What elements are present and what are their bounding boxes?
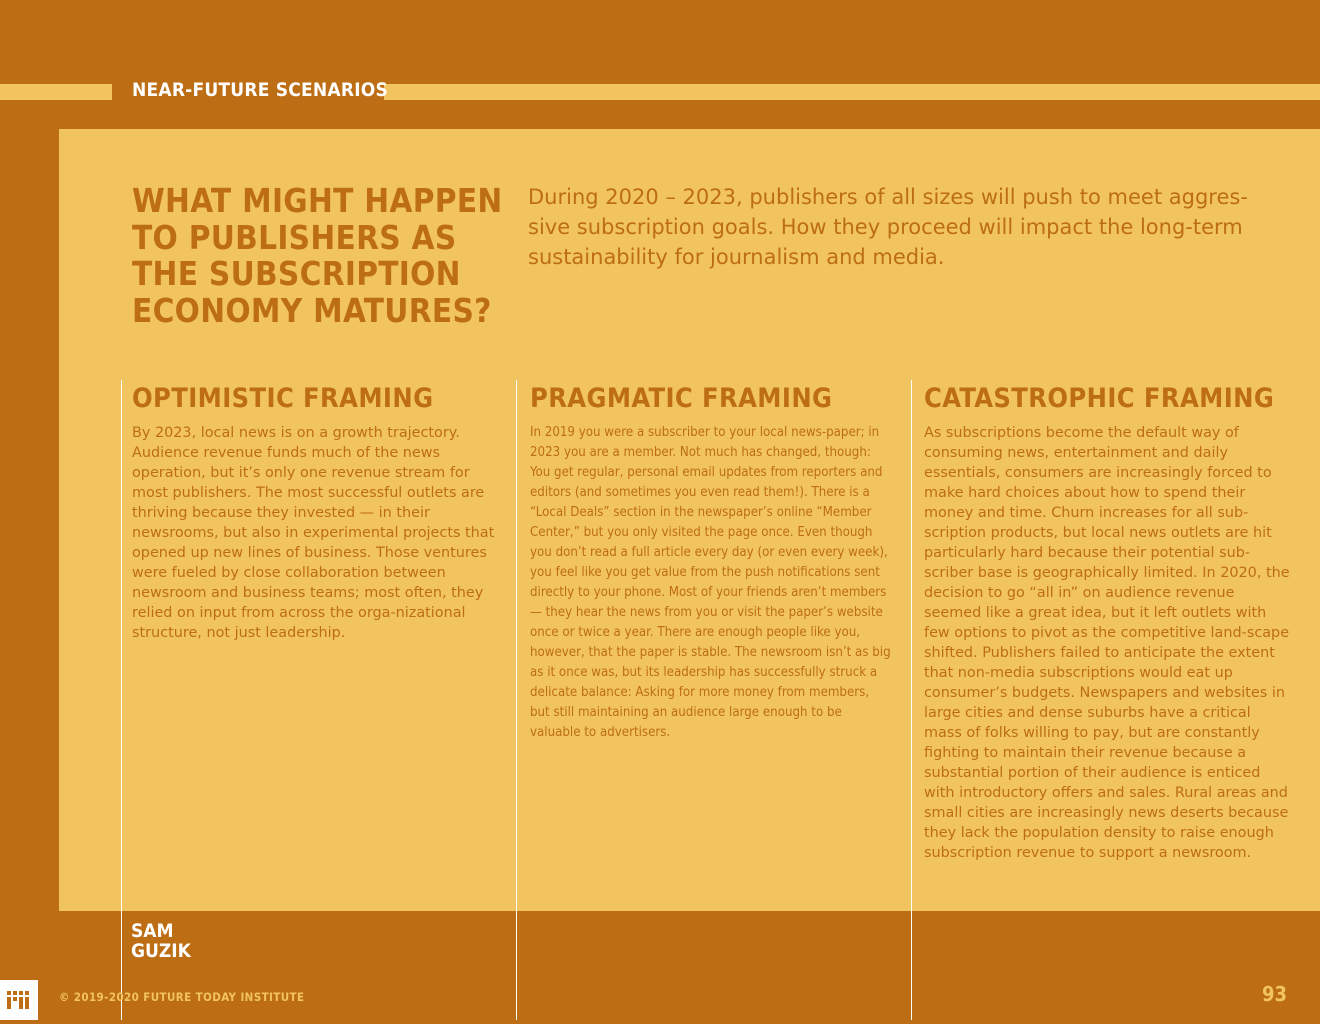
optimistic-framing-body: By 2023, local news is on a growth trajectory. Audience revenue funds much of the news operation, but it’s only one revenue stream for most publishers. The most successful outlets are thriving because they invested — in their newsrooms, but also in experimental projects that opened up new lines of business. Those ventures were fueled by close collaboration between newsroom and business teams; most often, they relied on input from across the orga-nizational structure, not just leadership. <box>132 425 495 641</box>
page-number: 93 <box>1261 982 1287 1006</box>
pragmatic-framing-heading: PRAGMATIC FRAMING <box>530 383 833 414</box>
catastrophic-framing-body: As subscriptions become the default way of consuming news, entertainment and daily essentials, consumers are increasingly forced to make hard choices about how to spend their money and time. Churn increases for all sub-scription products, but local news outlets are hit particularly hard because their potential sub-scriber base is geographically limited. In 2020, the decision to go “all in” on audience revenue seemed like a great idea, but it left outlets with few options to pivot as the competitive land-scape shifted. Publishers failed to anticipate the extent that non-media subscriptions would eat up consumer’s budgets. Newspapers and websites in large cities and dense suburbs have a critical mass of folks willing to pay, but are constantly fighting to maintain their revenue because a substantial portion of their audience is enticed with introductory offers and sales. Rural areas and small cities are increasingly news deserts because they lack the population density to raise enough subscription revenue to support a newsroom. <box>924 425 1290 861</box>
page-title: WHAT MIGHT HAPPEN TO PUBLISHERS AS THE SUBSCRIPTION ECONOMY MATURES? <box>132 181 503 330</box>
column-divider <box>911 380 912 1020</box>
header-bar-left <box>0 84 112 100</box>
header-bar-right <box>384 84 1320 100</box>
author-badge <box>122 911 200 961</box>
pragmatic-framing-body: In 2019 you were a subscriber to your local news-paper; in 2023 you are a member. Not much has changed, though: You get regular, personal email updates from reporters and editors (and sometimes you even read them!). There is a “Local Deals” section in the newspaper’s online “Member Center,” but you only visited the page once. Even though you don’t read a full article every day (or even every week), you feel like you get value from the push notifications sent directly to your phone. Most of your friends aren’t members — they hear the news from you or visit the paper’s website once or twice a year. There are enough people like you, however, that the paper is stable. The newsroom isn’t as big as it once was, but its leadership has successfully struck a delicate balance: Asking for more money from members, but still maintaining an audience large enough to be valuable to advertisers. <box>530 425 891 740</box>
future-today-institute-logo-icon <box>0 980 38 1020</box>
copyright-notice: © 2019-2020 FUTURE TODAY INSTITUTE <box>59 990 305 1004</box>
catastrophic-framing-heading: CATASTROPHIC FRAMING <box>924 383 1275 414</box>
section-label: NEAR-FUTURE SCENARIOS <box>132 79 388 101</box>
column-divider <box>516 380 517 1020</box>
intro-paragraph: During 2020 – 2023, publishers of all sizes will push to meet aggres-sive subscription goals. How they proceed will impact the long-term sustainability for journalism and media. <box>528 185 1248 269</box>
author-last-name: GUZIK <box>131 940 191 962</box>
optimistic-framing-heading: OPTIMISTIC FRAMING <box>132 383 434 414</box>
author-first-name: SAM <box>131 920 174 942</box>
speech-bubble-tail <box>200 911 252 961</box>
